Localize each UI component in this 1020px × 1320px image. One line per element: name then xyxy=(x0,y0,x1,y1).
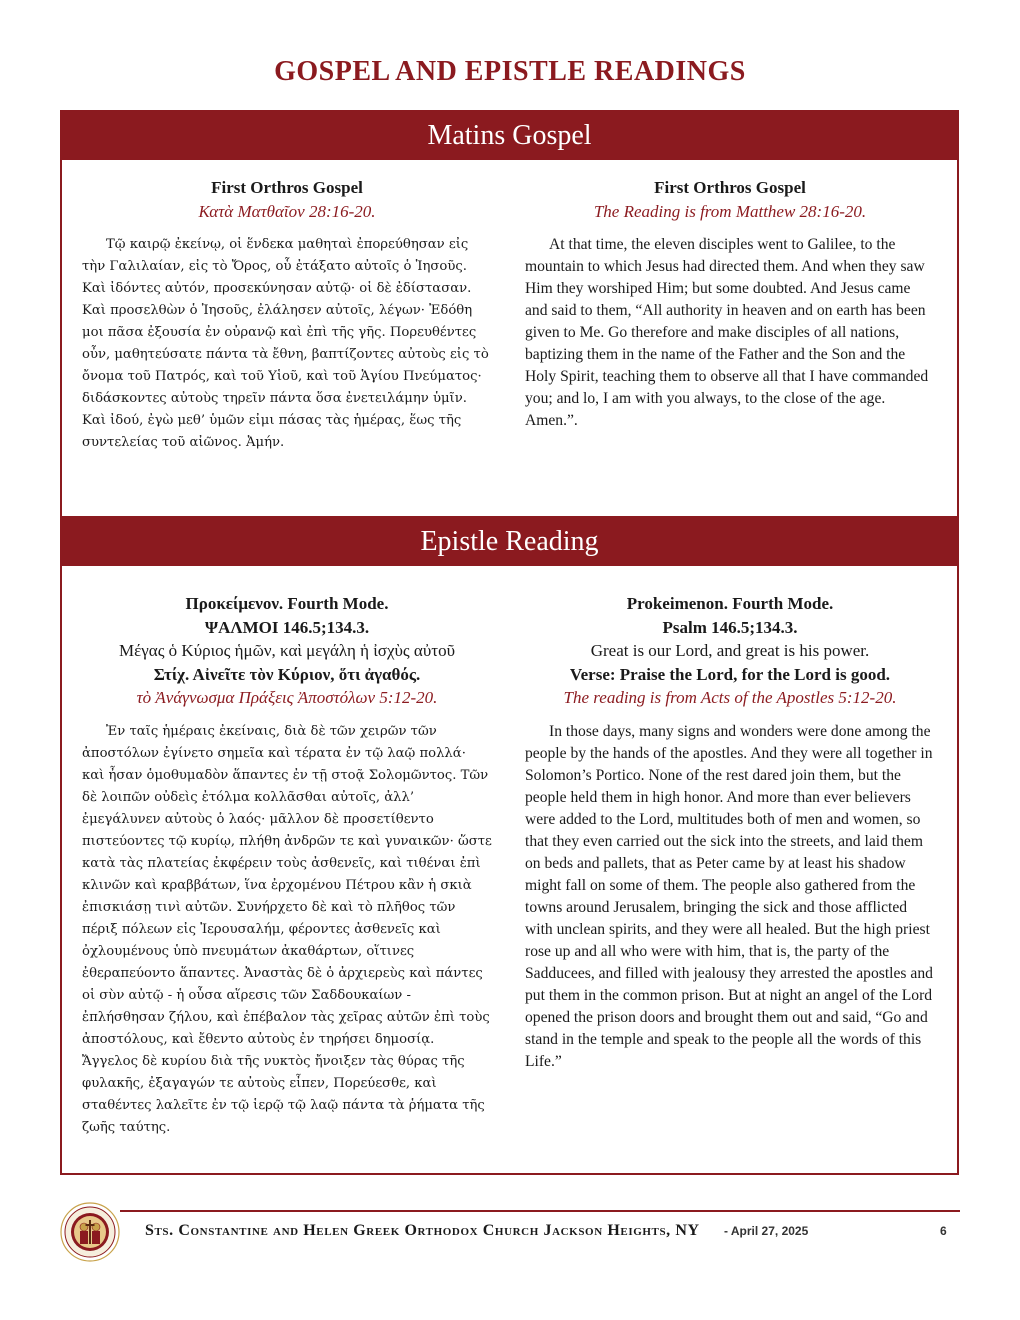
epistle-english-verse: Great is our Lord, and great is his power. xyxy=(590,641,870,660)
epistle-greek-reference: τὸ Ἀνάγνωσμα Πράξεις Ἀποστόλων 5:12-20. xyxy=(136,688,438,707)
matins-english-heading: First Orthros Gospel xyxy=(654,178,806,197)
epistle-greek-text: Ἐν ταῖς ἡμέραις ἐκείναις, διὰ δὲ τῶν χειρῶν τῶν ἀποστόλων ἐγίνετο σημεῖα καὶ τέρατα ἐν τῷ λαῷ πολλά· καὶ ἦσαν ὁμοθυμαδὸν ἅπαντες ἐν τῇ στοᾷ Σολομῶντος. Τῶν δὲ λοιπῶν οὐδεὶς ἐτόλμα κολλᾶσθαι αὐτοῖς, ἀλλ’ ἐμεγάλυνεν αὐτοὺς ὁ λαός· μᾶλλον δὲ προσετίθεντο πιστεύοντες τῷ κυρίῳ, πλήθη ἀνδρῶν τε καὶ γυναικῶν· ὥστε κατὰ τὰς πλατείας ἐκφέρειν τοὺς ἀσθενεῖς, καὶ τιθέναι ἐπὶ κλινῶν καὶ κραββάτων, ἵνα ἐρχομένου Πέτρου κἂν ἡ σκιὰ ἐπισκιάσῃ τινὶ αὐτῶν. Συνήρχετο δὲ καὶ τὸ πλῆθος τῶν πέριξ πόλεων εἰς Ἰερουσαλήμ, φέροντες ἀσθενεῖς καὶ ὀχλουμένους ὑπὸ πνευμάτων ἀκαθάρτων, οἵτινες ἐθεραπεύοντο ἅπαντες. Ἀναστὰς δὲ ὁ ἀρχιερεὺς καὶ πάντες οἱ σὺν αὐτῷ - ἡ οὖσα αἵρεσις τῶν Σαδδουκαίων - ἐπλήσθησαν ζήλου, καὶ ἐπέβαλον τὰς χεῖρας αὐτῶν ἐπὶ τοὺς ἀποστόλους, καὶ ἔθεντο αὐτοὺς ἐν τηρήσει δημοσίᾳ. Ἄγγελος δὲ κυρίου διὰ τῆς νυκτὸς ἤνοιξεν τὰς θύρας τῆς φυλακῆς, ἐξαγαγών τε αὐτοὺς εἶπεν, Πορεύεσθε, καὶ σταθέντες λαλεῖτε ἐν τῷ ἱερῷ τῷ λαῷ πάντα τὰ ῥήματα τῆς ζωῆς ταύτης. xyxy=(82,723,492,1135)
matins-english-text: At that time, the eleven disciples went to Galilee, to the mountain to which Jesus had directed them. And when they saw Him they worshiped Him; but some doubted. And Jesus came and said to them, “All authority in heaven and on earth has been given to Me. Go therefore and make disciples of all nations, baptizing them in the name of the Father and the Son and the Holy Spirit, teaching them to observe all that I have commanded you; and lo, I am with you always, to the close of the age. Amen.”. xyxy=(525,236,929,429)
epistle-english-prokeimenon: Prokeimenon. Fourth Mode. xyxy=(626,594,834,613)
epistle-english-header xyxy=(525,592,935,710)
matins-greek-column xyxy=(82,176,492,454)
epistle-english-text: In those days, many signs and wonders were done among the people by the hands of the apostles. And they were all together in Solomon’s Portico. None of the rest dared join them, but the people held them in high honor. And more than ever believers were added to the Lord, multitudes both of men and women, so that they even carried out the sick into the streets, and laid them on beds and pallets, that as Peter came by at least his shadow might fall on some of them. The people also gathered from the towns around Jerusalem, bringing the sick and those afflicted with unclean spirits, and they were all healed. But the high priest rose up and all who were with him, that is, the party of the Sadducees, and filled with jealousy they arrested the apostles and put them in the common prison. But at night an angel of the Lord opened the prison doors and brought them out and said, “Go and stand in the temple and speak to the people all the words of this Life.” xyxy=(525,722,933,1070)
epistle-greek-prokeimenon: Προκείμενον. Fourth Mode. xyxy=(185,594,389,613)
epistle-greek-column xyxy=(82,592,492,1139)
matins-english-column xyxy=(525,176,935,432)
page-number: 6 xyxy=(940,1224,947,1238)
epistle-english-psalm: Psalm 146.5;134.3. xyxy=(662,617,798,637)
epistle-greek-verse: Μέγας ὁ Κύριος ἡμῶν, καὶ μεγάλη ἡ ἰσχὺς αὐτοῦ xyxy=(119,641,455,660)
footer-date: - April 27, 2025 xyxy=(724,1224,809,1238)
epistle-greek-header xyxy=(82,592,492,710)
epistle-english-column xyxy=(525,592,935,1073)
matins-greek-reference: Κατὰ Ματθαῖον 28:16-20. xyxy=(198,201,376,221)
church-seal-icon xyxy=(60,1202,120,1262)
epistle-english-reference: The reading is from Acts of the Apostles 5:12-20. xyxy=(563,688,897,707)
footer-divider xyxy=(120,1210,960,1212)
matins-english-reference: The Reading is from Matthew 28:16-20. xyxy=(593,201,867,221)
footer-church-name: Sts. Constantine and Helen Greek Orthodox Church Jackson Heights, NY xyxy=(145,1222,700,1239)
epistle-reading-section xyxy=(60,516,959,1175)
matins-greek-heading: First Orthros Gospel xyxy=(211,178,363,197)
matins-english-header xyxy=(525,176,935,223)
page-title: GOSPEL AND EPISTLE READINGS xyxy=(274,56,746,87)
matins-greek-text: Τῷ καιρῷ ἐκείνῳ, οἱ ἕνδεκα μαθηταὶ ἐπορεύθησαν εἰς τὴν Γαλιλαίαν, εἰς τὸ Ὄρος, οὗ ἐτάξατο αὐτοῖς ὁ Ἰησοῦς. Καὶ ἰδόντες αὐτόν, προσεκύνησαν αὐτῷ· οἱ δὲ ἐδίστασαν. Καὶ προσελθὼν ὁ Ἰησοῦς, ἐλάλησεν αὐτοῖς, λέγων· Ἐδόθη μοι πᾶσα ἐξουσία ἐν οὐρανῷ καὶ ἐπὶ τῆς γῆς. Πορευθέντες οὖν, μαθητεύσατε πάντα τὰ ἔθνη, βαπτίζοντες αὐτοὺς εἰς τὸ ὄνομα τοῦ Πατρός, καὶ τοῦ Υἱοῦ, καὶ τοῦ Ἁγίου Πνεύματος· διδάσκοντες αὐτοὺς τηρεῖν πάντα ὅσα ἐνετειλάμην ὑμῖν. Καὶ ἰδού, ἐγὼ μεθ’ ὑμῶν εἰμι πάσας τὰς ἡμέρας, ἕως τῆς συντελείας τοῦ αἰῶνος. Ἀμήν. xyxy=(82,237,489,450)
matins-greek-header xyxy=(82,176,492,223)
matins-gospel-banner: Matins Gospel xyxy=(62,112,957,160)
epistle-reading-banner: Epistle Reading xyxy=(62,518,957,566)
epistle-english-stich: Verse: Praise the Lord, for the Lord is good. xyxy=(569,664,891,684)
epistle-greek-stich: Στίχ. Αἰνεῖτε τὸν Κύριον, ὅτι ἀγαθός. xyxy=(153,664,421,684)
matins-gospel-section xyxy=(60,110,959,518)
epistle-greek-psalm: ΨΑΛΜΟΙ 146.5;134.3. xyxy=(204,617,370,637)
